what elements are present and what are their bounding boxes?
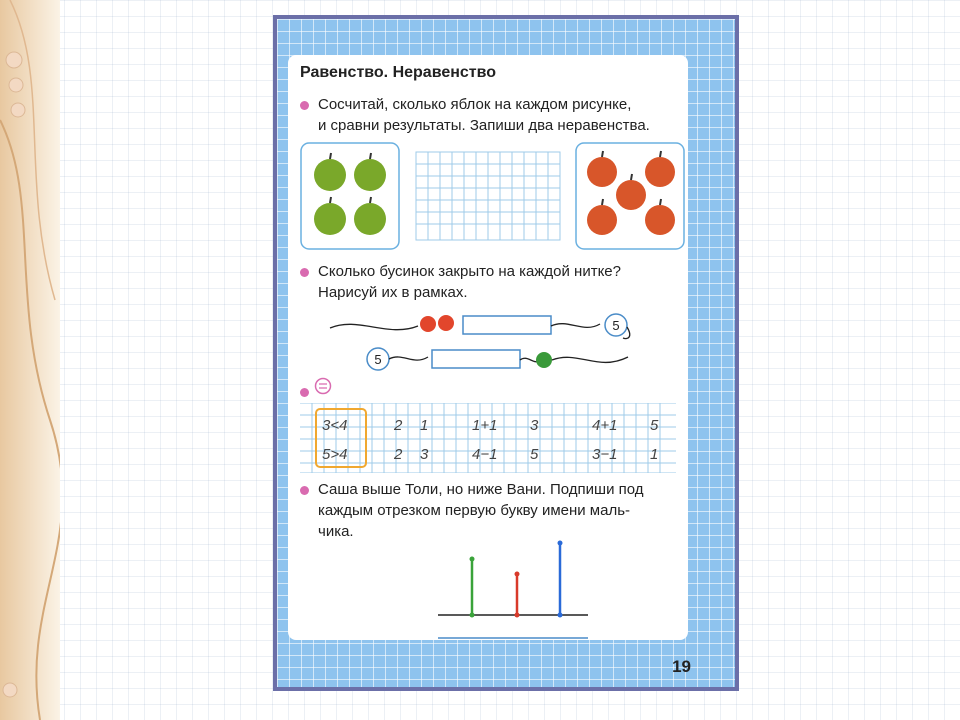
red-bead — [438, 315, 454, 331]
task1-line2: и сравни результаты. Запиши два неравенства. — [318, 117, 650, 134]
task1-line1: Сосчитай, сколько яблок на каждом рисунке, — [318, 96, 632, 113]
writing-cell: 2 — [394, 446, 403, 463]
green-bead — [536, 352, 552, 368]
writing-grid — [300, 403, 680, 473]
height-segments — [428, 525, 598, 640]
task4-line1: Саша выше Толи, но ниже Вани. Подпиши под — [318, 481, 644, 498]
bottom-string — [552, 357, 628, 362]
writing-cell: 3 — [420, 446, 429, 463]
page-title: Равенство. Неравенство — [300, 64, 497, 81]
writing-cell: 5>4 — [322, 446, 348, 463]
red-bead — [420, 316, 436, 332]
workbook-page — [273, 15, 739, 691]
bottom-count-label: 5 — [374, 352, 382, 367]
top-count-label: 5 — [612, 318, 620, 333]
writing-cell: 3<4 — [322, 417, 348, 434]
writing-task-icon — [314, 377, 332, 395]
green-apples-box — [301, 143, 399, 249]
task2-line1: Сколько бусинок закрыто на каждой нитке? — [318, 263, 621, 280]
writing-cell: 2 — [394, 417, 403, 434]
task4-line3: чика. — [318, 523, 354, 540]
writing-cell: 3 — [530, 417, 539, 434]
left-decoration — [0, 0, 60, 720]
task2-bullet — [300, 268, 309, 277]
page-content — [288, 55, 688, 640]
answer-grid — [416, 152, 560, 240]
writing-cell: 5 — [650, 417, 659, 434]
task2-line2: Нарисуй их в рамках. — [318, 284, 468, 301]
writing-cell: 5 — [530, 446, 539, 463]
top-hidden-beads-frame — [463, 316, 551, 334]
task4-line2: каждым отрезком первую букву имени маль- — [318, 502, 631, 519]
writing-cell: 1 — [650, 446, 659, 463]
writing-cell: 3−1 — [592, 446, 618, 463]
writing-cell: 1 — [420, 417, 429, 434]
bottom-hidden-beads-frame — [432, 350, 520, 368]
task1-bullet — [300, 101, 309, 110]
task3-bullet — [300, 388, 309, 397]
writing-cell: 1+1 — [472, 417, 498, 434]
writing-cell: 4+1 — [592, 417, 618, 434]
writing-cell: 4−1 — [472, 446, 498, 463]
top-string — [330, 324, 418, 329]
page-number: 19 — [672, 657, 691, 676]
apples-row — [300, 142, 688, 252]
task4-bullet — [300, 486, 309, 495]
bead-strings — [328, 310, 648, 380]
